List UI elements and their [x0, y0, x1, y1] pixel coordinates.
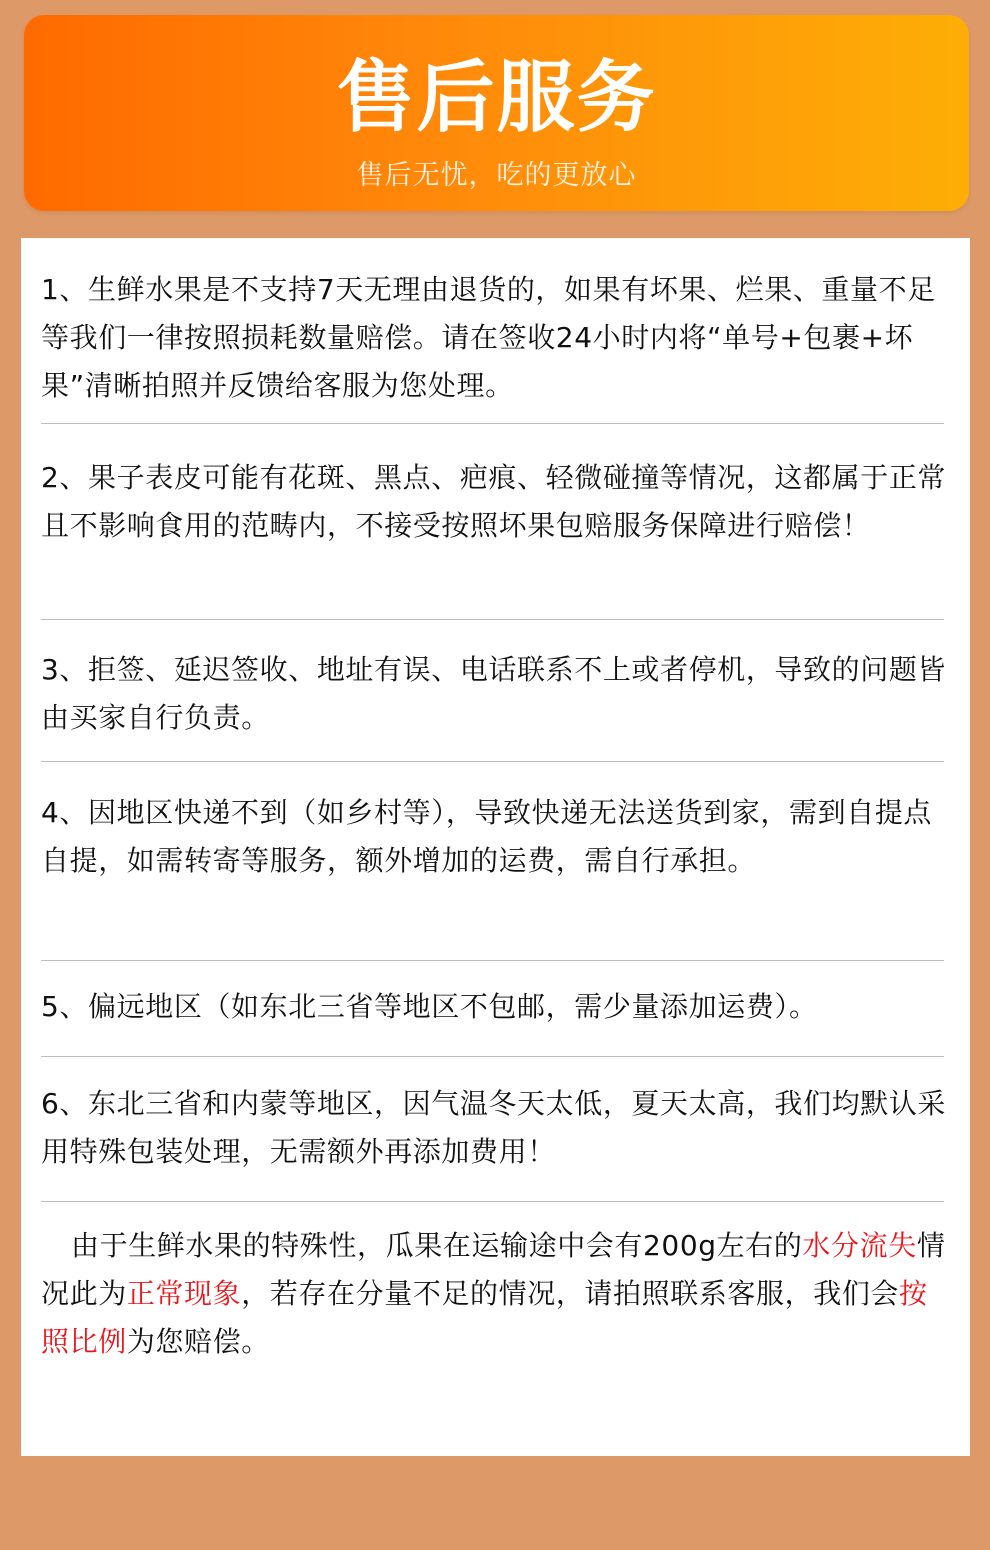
note-text: 为您赔偿。	[126, 1325, 270, 1358]
policy-item-1: 1、生鲜水果是不支持7天无理由退货的，如果有坏果、烂果、重量不足等我们一律按照损耗数量赔偿。请在签收24小时内将“单号+包裹+坏果”清晰拍照并反馈给客服为您处理。	[41, 273, 936, 402]
divider	[41, 619, 944, 620]
note-text: 由于生鲜水果的特殊性，瓜果在运输途中会有200g左右的	[71, 1229, 803, 1262]
policy-item-3: 3、拒签、延迟签收、地址有误、电话联系不上或者停机，导致的问题皆由买家自行负责。	[41, 653, 947, 734]
page-subtitle: 售后无忧，吃的更放心	[356, 160, 637, 191]
header-banner	[24, 15, 969, 211]
policy-item-5: 5、偏远地区（如东北三省等地区不包邮，需少量添加运费）。	[41, 990, 818, 1023]
divider	[41, 1056, 944, 1057]
note-text: ，若存在分量不足的情况，请拍照联系客服，我们会	[241, 1277, 900, 1310]
policy-item-4: 4、因地区快递不到（如乡村等），导致快递无法送货到家，需到自提点自提，如需转寄等服务，额外增加的运费，需自行承担。	[41, 796, 933, 877]
policy-item-2: 2、果子表皮可能有花斑、黑点、疤痕、轻微碰撞等情况，这都属于正常且不影响食用的范畴内，不接受按照坏果包赔服务保障进行赔偿！	[41, 461, 947, 542]
note-highlight: 水分流失	[802, 1229, 917, 1262]
divider	[41, 423, 944, 424]
note-paragraph	[41, 1222, 949, 1366]
policy-card	[21, 238, 970, 1456]
note-text: 情况此为	[41, 1229, 946, 1310]
divider	[41, 960, 944, 961]
policy-item-6: 6、东北三省和内蒙等地区，因气温冬天太低，夏天太高，我们均默认采用特殊包装处理，无需额外再添加费用！	[41, 1087, 947, 1168]
divider	[41, 1201, 944, 1202]
note-highlight: 正常现象	[126, 1277, 242, 1310]
page-title: 售后服务	[336, 52, 657, 143]
note-highlight: 按照比例	[41, 1277, 928, 1358]
divider	[41, 761, 944, 762]
